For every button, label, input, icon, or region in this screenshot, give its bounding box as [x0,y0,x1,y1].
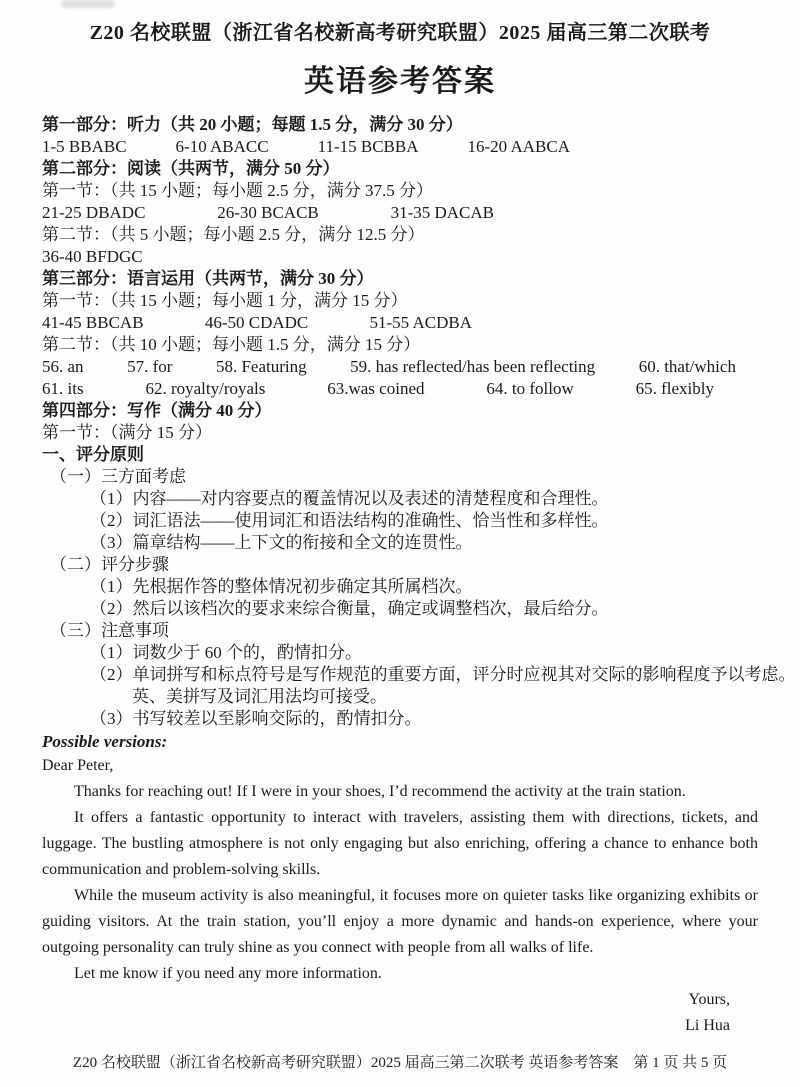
scoring-item: （2）词汇语法——使用词汇和语法结构的准确性、恰当性和多样性。 [90,511,609,530]
answer-item: 64. to follow [486,379,574,398]
answer-item: 62. royalty/royals [145,379,266,398]
answer-group: 26-30 BCACB [217,203,319,222]
possible-versions-label: Possible versions: [42,732,168,751]
answer-item: 60. that/which [638,357,736,376]
scoring-title: 一、评分原则 [42,445,144,464]
scoring-item: （3）书写较差以至影响交际的，酌情扣分。 [90,709,422,728]
answer-group: 11-15 BCBBA [317,137,419,156]
part2-section1-answer-row [42,202,494,224]
scoring-group3-title: （三）注意事项 [50,621,169,640]
answer-group: 16-20 AABCA [467,137,570,156]
essay-closing: Yours, [688,991,730,1008]
scoring-item: （2）单词拼写和标点符号是写作规范的重要方面，评分时应视其对交际的影响程度予以考虑。 [90,665,796,684]
part1-heading: 第一部分：听力（共 20 小题；每题 1.5 分，满分 30 分） [42,115,463,134]
essay-paragraph: It offers a fantastic opportunity to interact with travelers, assisting them with directions, tickets, and luggage. The bustling atmosphere is not only engaging but also enriching, offering a chance to enhance both communication and problem-solving skills. [42,809,758,878]
part2-section2-label: 第二节：（共 5 小题；每小题 2.5 分，满分 12.5 分） [42,225,425,244]
part3-section2-answer-row-1 [42,356,736,378]
answer-item: 59. has reflected/has been reflecting [350,357,596,376]
answer-group: 1-5 BBABC [42,137,127,156]
scoring-group2-title: （二）评分步骤 [50,555,169,574]
scoring-item: （1）内容——对内容要点的覆盖情况以及表述的清楚程度和合理性。 [90,489,609,508]
part3-section2-label: 第二节：（共 10 小题；每小题 1.5 分，满分 15 分） [42,335,421,354]
scoring-item: （1）先根据作答的整体情况初步确定其所属档次。 [90,577,473,596]
answer-item: 57. for [127,357,173,376]
part2-section2-answer-row: 36-40 BFDGC [42,247,143,266]
part3-section1-label: 第一节：（共 15 小题；每小题 1 分，满分 15 分） [42,291,408,310]
essay-paragraph: While the museum activity is also meaningful, it focuses more on quieter tasks like organizing exhibits or guiding visitors. At the train station, you’ll enjoy a more dynamic and hands-on experience, where your outgoing personality can truly shine as you connect with people from all walks of life. [42,887,758,956]
part3-section2-answer-row-2 [42,378,714,400]
answer-group: 41-45 BBCAB [42,313,144,332]
part2-section1-label: 第一节：（共 15 小题；每小题 2.5 分，满分 37.5 分） [42,181,433,200]
page-footer: Z20 名校联盟（浙江省名校新高考研究联盟）2025 届高三第二次联考 英语参考答案 第 1 页 共 5 页 [72,1055,728,1071]
answer-group: 6-10 ABACC [175,137,269,156]
part2-heading: 第二部分：阅读（共两节，满分 50 分） [42,159,340,178]
scoring-item: （2）然后以该档次的要求来综合衡量，确定或调整档次，最后给分。 [90,599,609,618]
answer-item: 63.was coined [327,379,425,398]
part3-section1-answer-row [42,312,472,334]
page-title: 英语参考答案 [304,65,496,98]
essay-paragraph: Thanks for reaching out! If I were in your shoes, I’d recommend the activity at the train station. [74,783,686,800]
answer-item: 61. its [42,379,84,398]
scan-artifact [62,0,114,8]
part4-heading: 第四部分：写作（满分 40 分） [42,401,272,420]
answer-group: 51-55 ACDBA [369,313,472,332]
essay-paragraph: Let me know if you need any more information. [74,965,382,982]
answer-item: 58. Featuring [215,357,307,376]
exam-header-title: Z20 名校联盟（浙江省名校新高考研究联盟）2025 届高三第二次联考 [89,22,711,44]
essay-salutation: Dear Peter, [42,757,114,774]
scoring-item-continuation: 英、美拼写及词汇用法均可接受。 [132,687,387,706]
scoring-item: （1）词数少于 60 个的，酌情扣分。 [90,643,362,662]
scoring-group1-title: （一）三方面考虑 [50,467,186,486]
essay-signature: Li Hua [685,1017,730,1034]
scoring-item: （3）篇章结构——上下文的衔接和全文的连贯性。 [90,533,473,552]
part4-section1-label: 第一节：（满分 15 分） [42,423,212,442]
answer-group: 21-25 DBADC [42,203,146,222]
part3-heading: 第三部分：语言运用（共两节，满分 30 分） [42,269,374,288]
answer-group: 46-50 CDADC [204,313,309,332]
answer-item: 65. flexibly [635,379,714,398]
answer-group: 31-35 DACAB [390,203,494,222]
answer-item: 56. an [42,357,84,376]
part1-answer-row [42,136,570,158]
